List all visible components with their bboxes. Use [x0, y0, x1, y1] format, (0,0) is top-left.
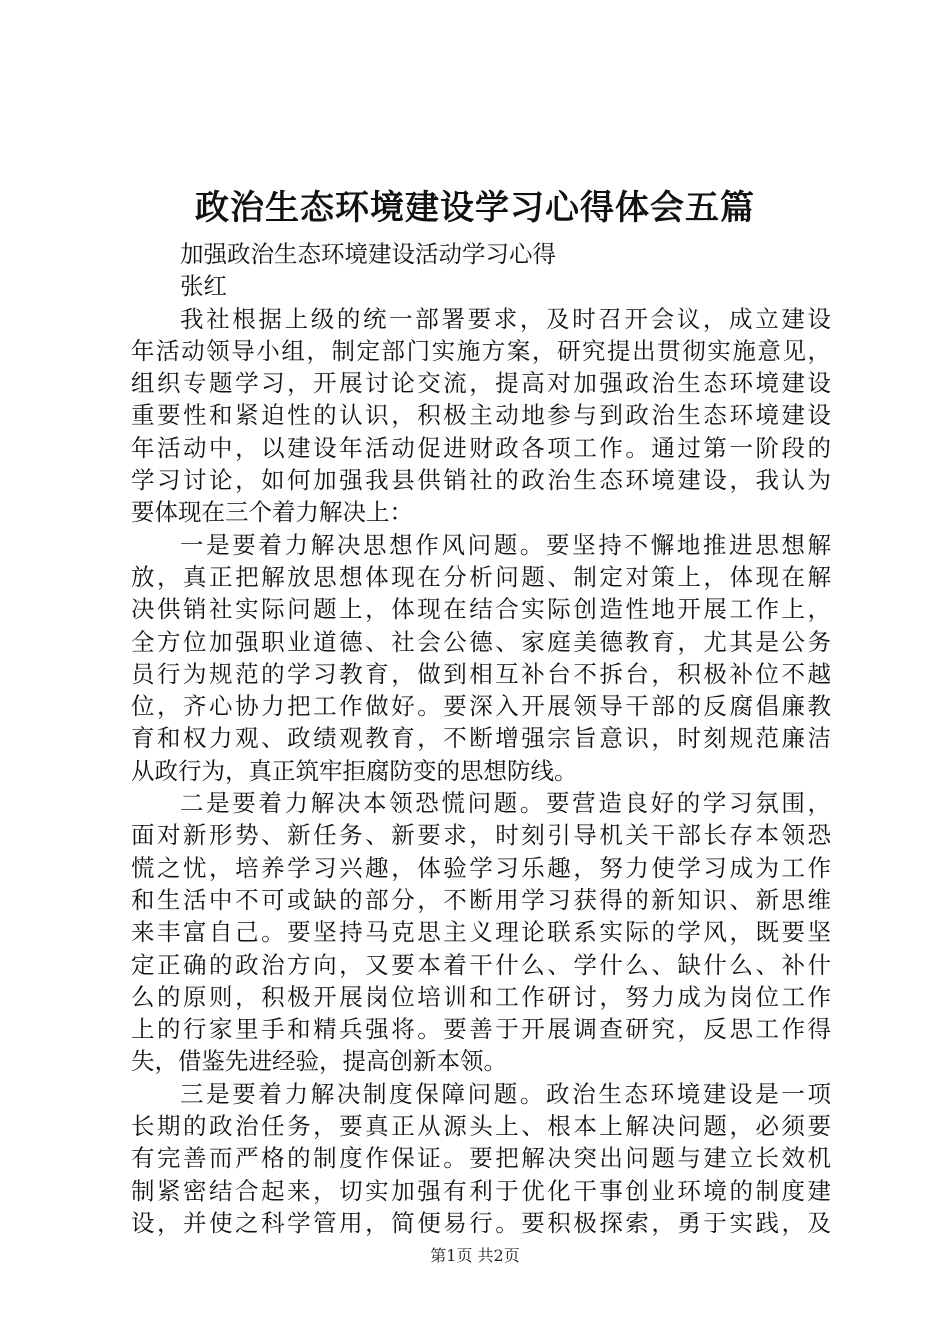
paragraph-line: 学习讨论，如何加强我县供销社的政治生态环境建设，我认为 — [131, 466, 831, 495]
paragraph-line: 设，并使之科学管用，简便易行。要积极探索，勇于实践，及 — [131, 1208, 831, 1237]
paragraph-line: 一是要着力解决思想作风问题。要坚持不懈地推进思想解 — [180, 530, 831, 559]
paragraph-line: 育和权力观、政绩观教育，不断增强宗旨意识，时刻规范廉洁 — [131, 724, 831, 753]
author-line: 张红 — [180, 272, 227, 301]
paragraph-line: 制紧密结合起来，切实加强有利于优化干事创业环境的制度建 — [131, 1176, 831, 1205]
paragraph-line: 决供销社实际问题上，体现在结合实际创造性地开展工作上， — [131, 595, 831, 624]
paragraph-line: 慌之忧，培养学习兴趣，体验学习乐趣，努力使学习成为工作 — [131, 853, 831, 882]
paragraph-line: 全方位加强职业道德、社会公德、家庭美德教育，尤其是公务 — [131, 627, 831, 656]
paragraph-line: 面对新形势、新任务、新要求，时刻引导机关干部长存本领恐 — [131, 821, 831, 850]
paragraph-line: 来丰富自己。要坚持马克思主义理论联系实际的学风，既要坚 — [131, 918, 831, 947]
paragraph-line: 二是要着力解决本领恐慌问题。要营造良好的学习氛围， — [180, 789, 831, 818]
subtitle-line: 加强政治生态环境建设活动学习心得 — [180, 240, 556, 268]
paragraph-line: 年活动中，以建设年活动促进财政各项工作。通过第一阶段的 — [131, 433, 831, 462]
paragraph-line: 年活动领导小组，制定部门实施方案，研究提出贯彻实施意见， — [131, 336, 831, 365]
paragraph-line: 三是要着力解决制度保障问题。政治生态环境建设是一项 — [180, 1079, 831, 1108]
paragraph-line: 定正确的政治方向，又要本着干什么、学什么、缺什么、补什 — [131, 950, 831, 979]
paragraph-line: 放，真正把解放思想体现在分析问题、制定对策上，体现在解 — [131, 562, 831, 591]
paragraph-line: 重要性和紧迫性的认识，积极主动地参与到政治生态环境建设 — [131, 401, 831, 430]
paragraph-line: 组织专题学习，开展讨论交流，提高对加强政治生态环境建设 — [131, 369, 831, 398]
paragraph-line: 和生活中不可或缺的部分，不断用学习获得的新知识、新思维 — [131, 885, 831, 914]
paragraph-line: 有完善而严格的制度作保证。要把解决突出问题与建立长效机 — [131, 1144, 831, 1173]
paragraph-line: 从政行为，真正筑牢拒腐防变的思想防线。 — [131, 756, 578, 785]
paragraph-line: 长期的政治任务，要真正从源头上、根本上解决问题，必须要 — [131, 1112, 831, 1141]
page-title: 政治生态环境建设学习心得体会五篇 — [195, 188, 755, 228]
paragraph-line: 我社根据上级的统一部署要求，及时召开会议，成立建设 — [180, 304, 831, 333]
paragraph-line: 员行为规范的学习教育，做到相互补台不拆台，积极补位不越 — [131, 659, 831, 688]
paragraph-line: 要体现在三个着力解决上： — [131, 498, 413, 527]
paragraph-line: 上的行家里手和精兵强将。要善于开展调查研究，反思工作得 — [131, 1015, 831, 1044]
paragraph-line: 失，借鉴先进经验，提高创新本领。 — [131, 1047, 507, 1076]
page-number-footer: 第1页 共2页 — [430, 1246, 520, 1265]
paragraph-line: 么的原则，积极开展岗位培训和工作研讨，努力成为岗位工作 — [131, 982, 831, 1011]
paragraph-line: 位，齐心协力把工作做好。要深入开展领导干部的反腐倡廉教 — [131, 692, 831, 721]
document-body — [131, 238, 831, 1239]
